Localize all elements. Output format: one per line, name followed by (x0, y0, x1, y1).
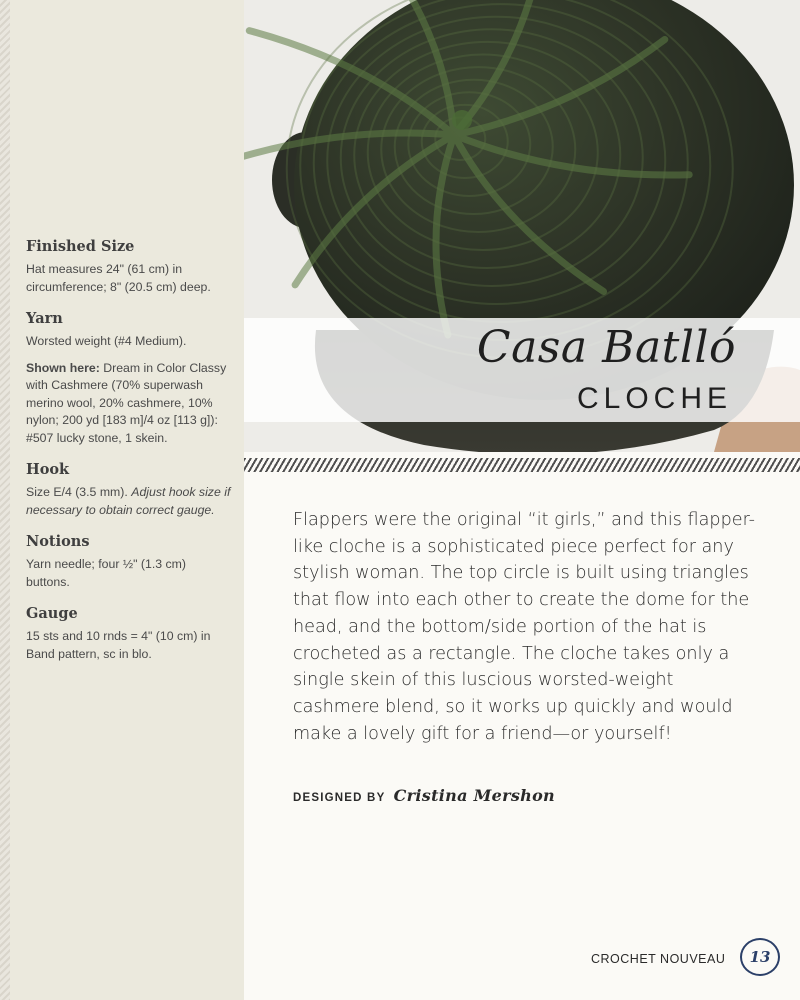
pattern-subtitle: CLOCHE (576, 382, 732, 415)
designer-name: Cristina Mershon (393, 786, 555, 805)
page-edge (0, 0, 10, 1000)
decorative-divider (244, 458, 800, 472)
designer-credit (293, 786, 555, 805)
yarn-heading: Yarn (26, 310, 63, 327)
gauge-heading: Gauge (26, 605, 78, 622)
gauge-section (26, 605, 232, 663)
finished-size-text: Hat measures 24" (61 cm) in circumference; 8" (20.5 cm) deep. (26, 262, 211, 294)
hook-text (26, 484, 232, 519)
hook-note: Adjust hook size if necessary to obtain correct gauge. (26, 485, 231, 517)
page-number: 13 (740, 938, 780, 976)
running-title: CROCHET NOUVEAU (591, 952, 726, 966)
hook-heading: Hook (26, 461, 70, 478)
shown-here-label: Shown here: (26, 360, 100, 375)
shown-here-text (26, 360, 232, 448)
notions-text: Yarn needle; four ½" (1.3 cm) buttons. (26, 557, 186, 589)
notions-section (26, 533, 232, 591)
pattern-description: Flappers were the original “it girls,” and this flapper-like cloche is a sophisticated piece perfect for any stylish woman. The top circle is built using triangles that flow into each other to create the dome for the head, and the bottom/side portion of the hat is crocheted as a rectangle. The cloche takes only a single skein of this luscious worsted-weight cashmere blend, so it works up quickly and would make a lovely gift for a friend—or yourself! (293, 510, 756, 744)
notions-heading: Notions (26, 533, 90, 550)
shown-here-detail: Dream in Color Classy with Cashmere (70% superwash merino wool, 20% cashmere, 10% nylon; 200 yd [183 m]/4 oz [113 g]): #507 lucky stone, 1 skein. (26, 360, 227, 445)
finished-size-heading: Finished Size (26, 238, 135, 255)
finished-size-section (26, 238, 232, 296)
designed-by-label: DESIGNED BY (293, 792, 386, 804)
gauge-text: 15 sts and 10 rnds = 4" (10 cm) in Band pattern, sc in blo. (26, 629, 211, 661)
yarn-text: Worsted weight (#4 Medium). (26, 334, 187, 348)
yarn-section (26, 310, 232, 447)
pattern-title: Casa Batlló (476, 322, 736, 373)
pattern-info-sidebar (10, 0, 244, 1000)
hook-section (26, 461, 232, 519)
hook-size: Size E/4 (3.5 mm). (26, 485, 128, 499)
